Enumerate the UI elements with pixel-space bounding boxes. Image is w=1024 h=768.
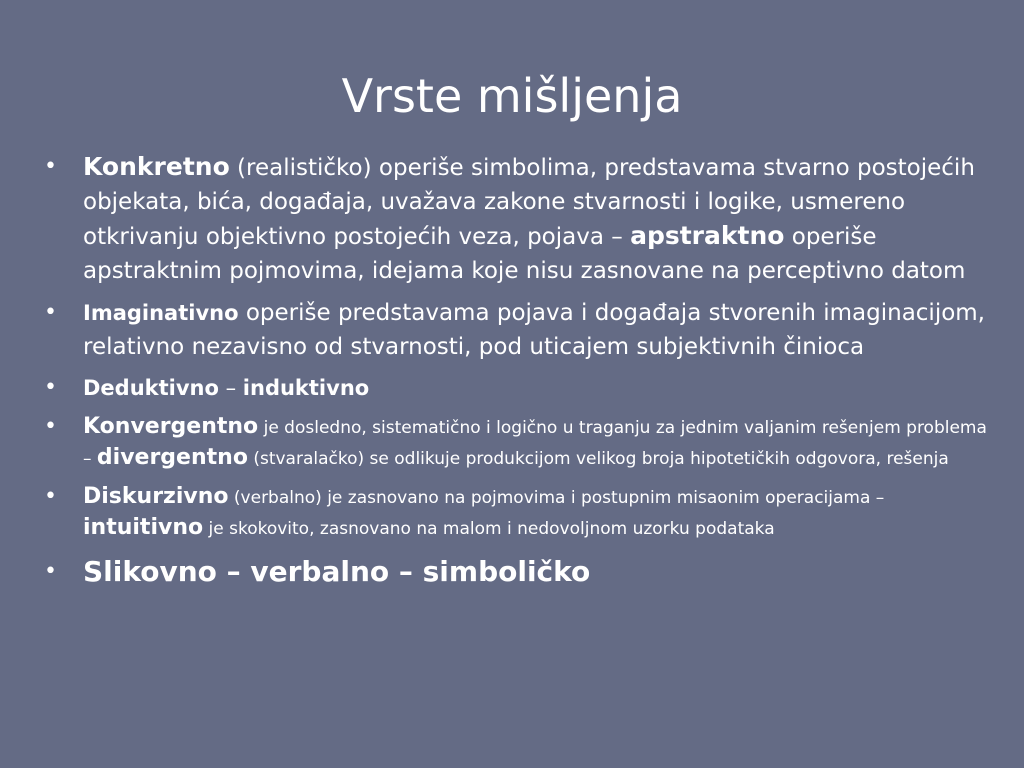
list-item — [44, 372, 994, 404]
description: je skokovito, zasnovano na malom i nedovoljnom uzorku podataka — [203, 519, 775, 539]
description: (stvaralačko) se odlikuje produkcijom velikog broja hipotetičkih odgovora, rešenja — [247, 449, 949, 469]
description: (verbalno) je zasnovano na pojmovima i postupnim misaonim operacijama – — [228, 488, 885, 508]
bullet-list — [44, 150, 994, 600]
list-item — [44, 482, 994, 544]
term-intuitivno: intuitivno — [83, 515, 204, 540]
bullet-icon: • — [44, 559, 57, 584]
term-diskurzivno: Diskurzivno — [83, 484, 229, 509]
list-item — [44, 150, 994, 288]
term-konvergentno: Konvergentno — [83, 414, 259, 439]
bullet-icon: • — [44, 484, 57, 509]
list-item — [44, 412, 994, 474]
term-deduktivno: Deduktivno — [83, 376, 219, 400]
term-slikovno-verbalno-simbolicko: Slikovno – verbalno – simboličko — [83, 555, 591, 588]
bullet-icon: • — [44, 154, 57, 179]
separator: – — [218, 376, 243, 400]
slide-title: Vrste mišljenja — [341, 69, 683, 123]
term-apstraktno: apstraktno — [630, 221, 785, 250]
term-imaginativno: Imaginativno — [83, 301, 239, 325]
term-divergentno: divergentno — [96, 445, 248, 470]
description: operiše predstavama pojava i događaja stvorenih imaginacijom, relativno nezavisno od stvarnosti, pod uticajem subjektivnih činioca — [83, 300, 985, 360]
bullet-icon: • — [44, 414, 57, 439]
list-item — [44, 552, 994, 592]
term-konkretno: Konkretno — [83, 152, 230, 181]
list-item — [44, 296, 994, 364]
bullet-icon: • — [44, 300, 57, 325]
description: (realističko) operiše simbolima, predstavama stvarno postojećih objekata, bića, događaja, uvažava zakone stvarnosti i logike, usmereno otkrivanju objektivno postojećih veza, pojava – — [83, 155, 975, 250]
bullet-icon: • — [44, 375, 57, 400]
term-induktivno: induktivno — [242, 376, 370, 400]
description: je dosledno, sistematično i logično u traganju za jednim valjanim rešenjem problema – — [83, 418, 987, 469]
description: operiše apstraktnim pojmovima, idejama koje nisu zasnovane na perceptivno datom — [83, 224, 966, 284]
